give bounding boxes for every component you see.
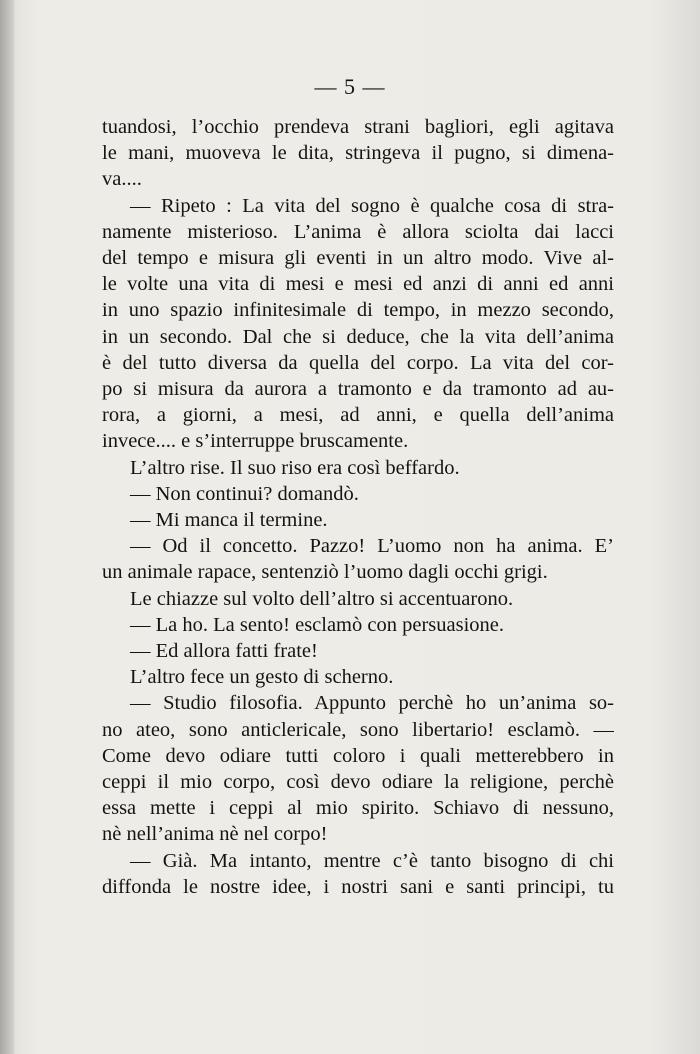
text-line: in un secondo. Dal che si deduce, che la vita dell’anima xyxy=(102,325,614,348)
text-line: diffonda le nostre idee, i nostri sani e santi principi, tu xyxy=(102,875,614,898)
text-line: un animale rapace, sentenziò l’uomo dagli occhi grigi. xyxy=(102,561,548,584)
text-line: — Od il concetto. Pazzo! L’uomo non ha anima. E’ xyxy=(130,535,614,558)
text-line: essa mette i ceppi al mio spirito. Schiavo di nessuno, xyxy=(102,797,614,820)
text-line: Come devo odiare tutti coloro i quali metterebbero in xyxy=(102,744,614,767)
text-line: ceppi il mio corpo, così devo odiare la religione, perchè xyxy=(102,771,614,794)
text-line: — Già. Ma intanto, mentre c’è tanto bisogno di chi xyxy=(130,849,614,872)
text-line: — La ho. La sento! esclamò con persuasione. xyxy=(130,613,505,636)
text-line: — Non continui? domandò. xyxy=(130,482,359,505)
body-text xyxy=(102,114,614,900)
text-line: è del tutto diversa da quella del corpo. La vita del cor- xyxy=(102,351,614,374)
text-line: L’altro rise. Il suo riso era così beffardo. xyxy=(130,456,460,479)
text-line: — Studio filosofia. Appunto perchè ho un’anima so- xyxy=(130,692,614,715)
text-line: le volte una vita di mesi e mesi ed anzi di anni ed anni xyxy=(102,273,614,296)
text-line: po si misura da aurora a tramonto e da tramonto ad au- xyxy=(102,378,614,401)
text-line: del tempo e misura gli eventi in un altro modo. Vive al- xyxy=(102,247,614,270)
text-line: va.... xyxy=(102,168,142,191)
text-line: in uno spazio infinitesimale di tempo, in mezzo secondo, xyxy=(102,299,614,322)
text-line: — Ed allora fatti frate! xyxy=(130,640,318,663)
text-line: invece.... e s’interruppe bruscamente. xyxy=(102,430,409,453)
text-line: — Mi manca il termine. xyxy=(130,509,328,532)
text-line: no ateo, sono anticlericale, sono libertario! esclamò. — xyxy=(102,718,614,741)
text-line: nè nell’anima nè nel corpo! xyxy=(102,823,328,846)
text-line: rora, a giorni, a mesi, ad anni, e quella dell’anima xyxy=(102,404,614,427)
text-line: Le chiazze sul volto dell’altro si accentuarono. xyxy=(130,587,514,610)
page-number: — 5 — xyxy=(314,74,386,99)
text-line: — Ripeto : La vita del sogno è qualche cosa di stra- xyxy=(130,194,614,217)
text-line: L’altro fece un gesto di scherno. xyxy=(130,666,394,689)
text-line: namente misterioso. L’anima è allora sciolta dai lacci xyxy=(102,220,614,243)
text-line: tuandosi, l’occhio prendeva strani bagliori, egli agitava xyxy=(102,116,614,138)
text-line: le mani, muoveva le dita, stringeva il pugno, si dimena- xyxy=(102,142,614,165)
page-binding-edge xyxy=(0,0,14,1054)
